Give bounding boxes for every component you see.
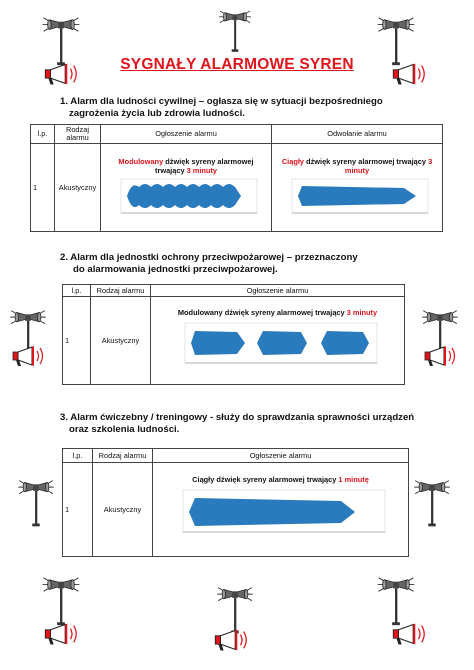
megaphone-icon [388,622,430,648]
continuous-waveform [282,175,432,219]
col-type: Rodzaj alarmu [55,125,101,144]
col-announce: Ogłoszenie alarmu [101,125,272,144]
megaphone-icon [40,622,82,648]
col-type: Rodzaj alarmu [91,285,151,297]
siren-icon [214,6,256,56]
megaphone-icon [210,628,252,654]
section-1-heading: 1. Alarm dla ludności cywilnej – ogłasza się w sytuacji bezpośredniego zagrożenia życia lub zdrowia ludności. [60,96,383,119]
announce-cell [153,463,409,557]
row-lp: 1 [31,144,55,232]
col-lp: l.p. [31,125,55,144]
modulated-waveform [173,317,383,373]
col-announce: Ogłoszenie alarmu [151,285,405,297]
row-type: Akustyczny [91,297,151,385]
cancel-cell [272,144,443,232]
col-lp: l.p. [63,285,91,297]
table-row [31,144,443,232]
col-cancel: Odwołanie alarmu [272,125,443,144]
col-announce: Ogłoszenie alarmu [153,449,409,463]
megaphone-icon [420,345,460,369]
section-2-heading: 2. Alarm dla jednostki ochrony przeciwpożarowej – przeznaczony do alarmowania jednostki przeciwpożarowej. [60,252,358,275]
col-lp: l.p. [63,449,93,463]
announce-caption: Ciągły dźwięk syreny alarmowej trwający 1 minutę [192,475,369,484]
col-type: Rodzaj alarmu [93,449,153,463]
row-lp: 1 [63,463,93,557]
announce-cell [101,144,272,232]
modulated-waveform [111,175,261,219]
section-3-heading: 3. Alarm ćwiczebny / treningowy - służy do sprawdzania sprawności urządzeń oraz szkolenia ludności. [60,412,415,435]
table-row [63,297,405,385]
table-row [63,463,409,557]
announce-cell [151,297,405,385]
row-type: Akustyczny [93,463,153,557]
announce-caption: Modulowany dźwięk syreny alarmowej trwający 3 minuty [177,308,378,317]
continuous-waveform [171,484,391,544]
siren-icon [412,475,452,531]
row-lp: 1 [63,297,91,385]
siren-icon [16,475,56,531]
megaphone-icon [8,345,48,369]
alarm-table-1 [30,124,443,232]
alarm-table-3 [62,448,409,557]
alarm-table-2 [62,284,405,385]
page-title: SYGNAŁY ALARMOWE SYREN [120,56,354,73]
row-type: Akustyczny [55,144,101,232]
announce-caption: Modulowany dźwięk syreny alarmowej trwający 3 minuty [118,156,254,175]
cancel-caption: Ciągły dźwięk syreny alarmowej trwający 3 minuty [281,156,433,175]
